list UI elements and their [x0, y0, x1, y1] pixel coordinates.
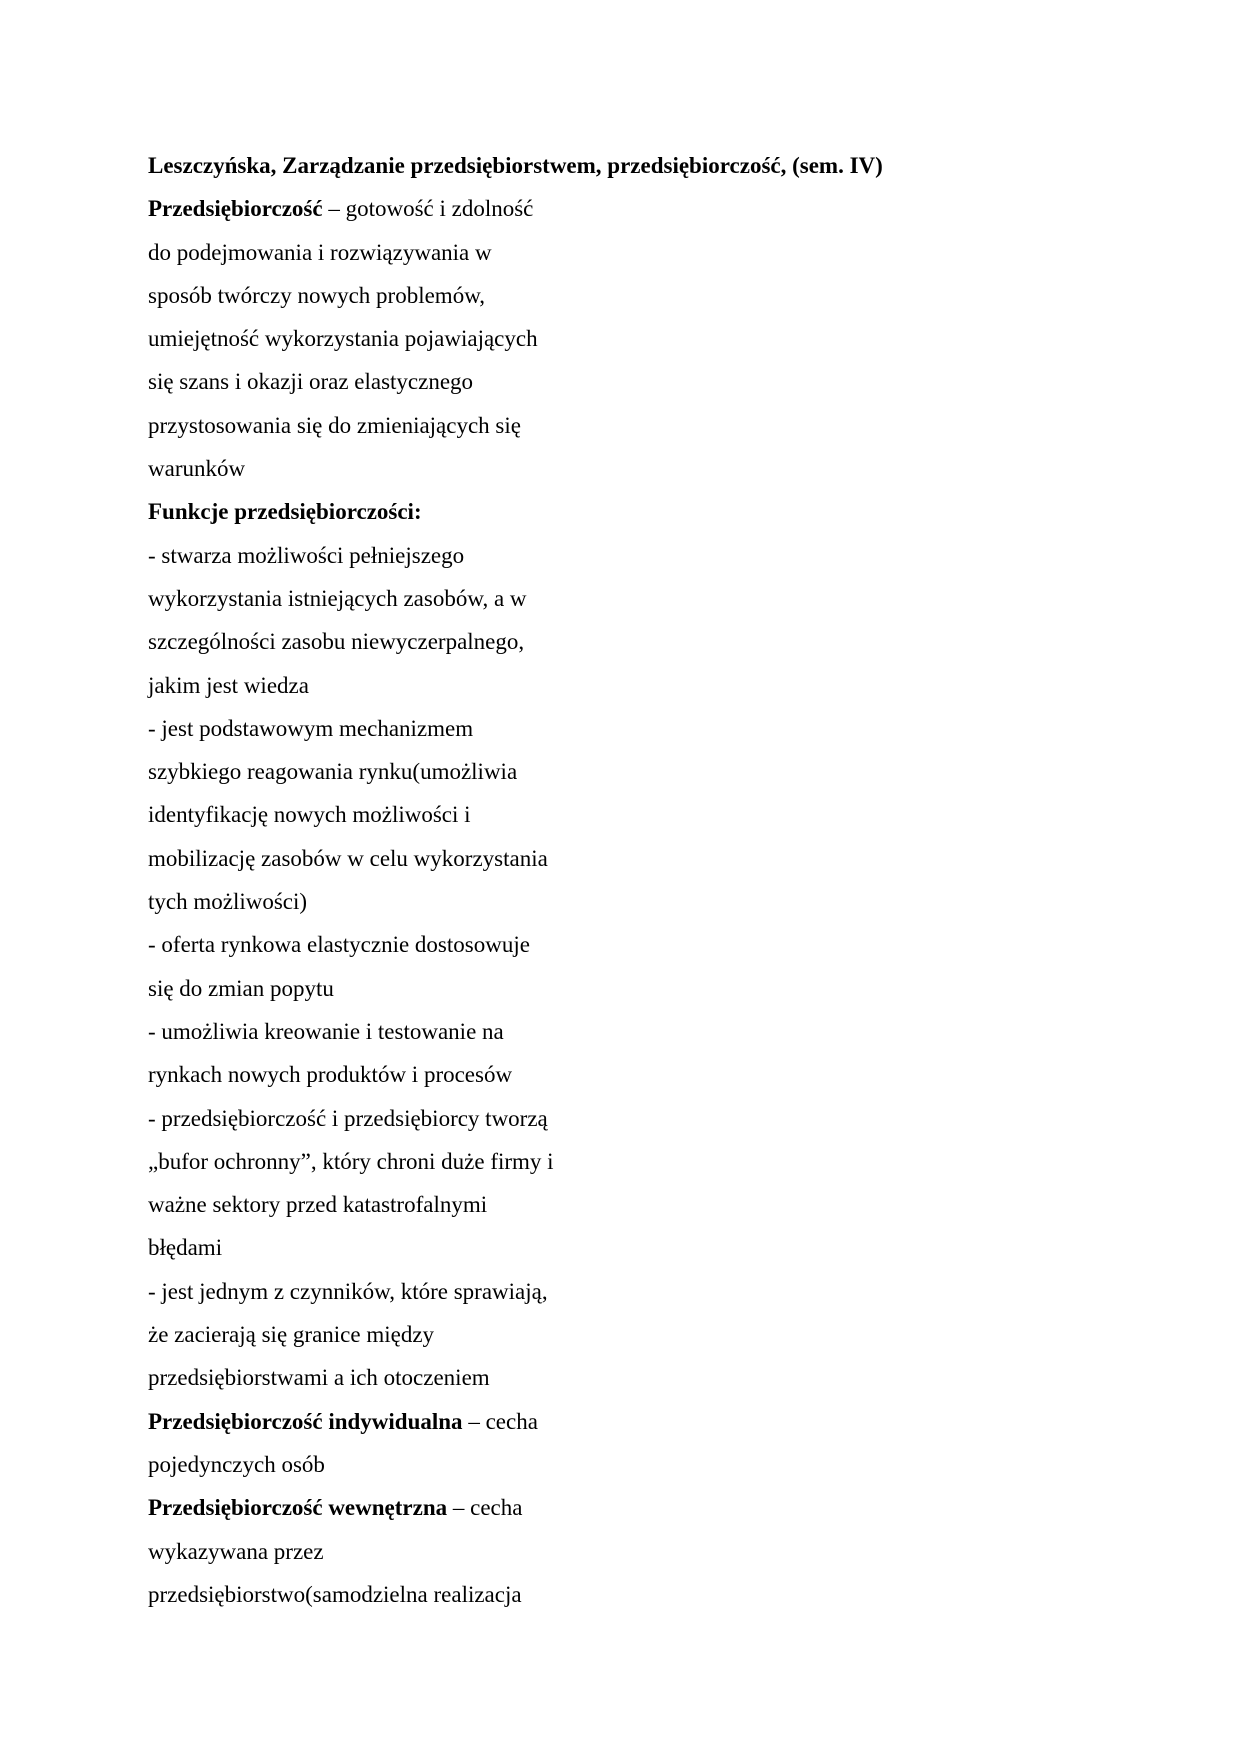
line-text: - jest jednym z czynników, które sprawiają,: [148, 1278, 548, 1304]
line-text: identyfikację nowych możliwości i: [148, 802, 471, 828]
text-line: [148, 447, 883, 490]
line-text: „bufor ochronny”, który chroni duże firmy i: [148, 1148, 554, 1174]
line-text: przedsiębiorstwo(samodzielna realizacja: [148, 1581, 522, 1607]
text-line: [148, 1097, 883, 1140]
line-text: - stwarza możliwości pełniejszego: [148, 542, 465, 568]
text-line: [148, 664, 883, 707]
text-line: [148, 967, 883, 1010]
bold-term: Funkcje przedsiębiorczości:: [148, 499, 422, 525]
text-line: [148, 1573, 883, 1616]
text-line: [148, 317, 883, 360]
bold-term: Przedsiębiorczość wewnętrzna: [148, 1495, 448, 1521]
line-text: przystosowania się do zmieniających się: [148, 412, 521, 438]
text-line: [148, 1356, 883, 1399]
bold-term: Przedsiębiorczość indywidualna: [148, 1408, 463, 1434]
line-text: szybkiego reagowania rynku(umożliwia: [148, 759, 518, 785]
line-text: szczególności zasobu niewyczerpalnego,: [148, 629, 525, 655]
text-line: [148, 707, 883, 750]
text-line: [148, 923, 883, 966]
line-text: do podejmowania i rozwiązywania w: [148, 239, 492, 265]
line-text: przedsiębiorstwami a ich otoczeniem: [148, 1365, 490, 1391]
line-text: tych możliwości): [148, 889, 308, 915]
text-line: [148, 577, 883, 620]
text-line: [148, 231, 883, 274]
line-text: – cecha: [447, 1495, 523, 1521]
text-line: [148, 837, 883, 880]
text-line: [148, 404, 883, 447]
text-line: [148, 1140, 883, 1183]
line-text: sposób twórczy nowych problemów,: [148, 282, 486, 308]
text-line: [148, 1443, 883, 1486]
bold-term: Przedsiębiorczość: [148, 196, 323, 222]
text-line: [148, 534, 883, 577]
line-text: umiejętność wykorzystania pojawiających: [148, 326, 538, 352]
text-line: [148, 1313, 883, 1356]
text-line: [148, 880, 883, 923]
text-line: [148, 1400, 883, 1443]
line-text: jakim jest wiedza: [148, 672, 309, 698]
line-text: – cecha: [462, 1408, 538, 1434]
text-line: [148, 187, 883, 230]
line-text: błędami: [148, 1235, 223, 1261]
line-text: się do zmian popytu: [148, 975, 334, 1001]
line-text: – gotowość i zdolność: [322, 196, 534, 222]
text-line: [148, 1530, 883, 1573]
line-text: pojedynczych osób: [148, 1451, 325, 1477]
document-page: [148, 144, 883, 1616]
text-line: [148, 1183, 883, 1226]
line-text: się szans i okazji oraz elastycznego: [148, 369, 474, 395]
line-text: rynkach nowych produktów i procesów: [148, 1062, 513, 1088]
text-line: [148, 1486, 883, 1529]
line-text: - oferta rynkowa elastycznie dostosowuje: [148, 932, 530, 958]
text-line: [148, 274, 883, 317]
line-text: ważne sektory przed katastrofalnymi: [148, 1192, 488, 1218]
line-text: - jest podstawowym mechanizmem: [148, 715, 474, 741]
line-text: wykazywana przez: [148, 1538, 324, 1564]
text-line: [148, 1010, 883, 1053]
text-line: [148, 490, 883, 533]
text-line: [148, 360, 883, 403]
line-text: wykorzystania istniejących zasobów, a w: [148, 585, 527, 611]
line-text: że zacierają się granice między: [148, 1322, 435, 1348]
text-line: [148, 1270, 883, 1313]
document-title: Leszczyńska, Zarządzanie przedsiębiorstwem, przedsiębiorczość, (sem. IV): [148, 153, 883, 178]
text-line: [148, 1053, 883, 1096]
text-line: [148, 620, 883, 663]
line-text: mobilizację zasobów w celu wykorzystania: [148, 845, 548, 871]
text-line: [148, 1226, 883, 1269]
line-text: - przedsiębiorczość i przedsiębiorcy tworzą: [148, 1105, 548, 1131]
document-body: [148, 187, 883, 1616]
line-text: warunków: [148, 456, 246, 482]
line-text: - umożliwia kreowanie i testowanie na: [148, 1018, 504, 1044]
text-line: [148, 750, 883, 793]
text-line: [148, 793, 883, 836]
